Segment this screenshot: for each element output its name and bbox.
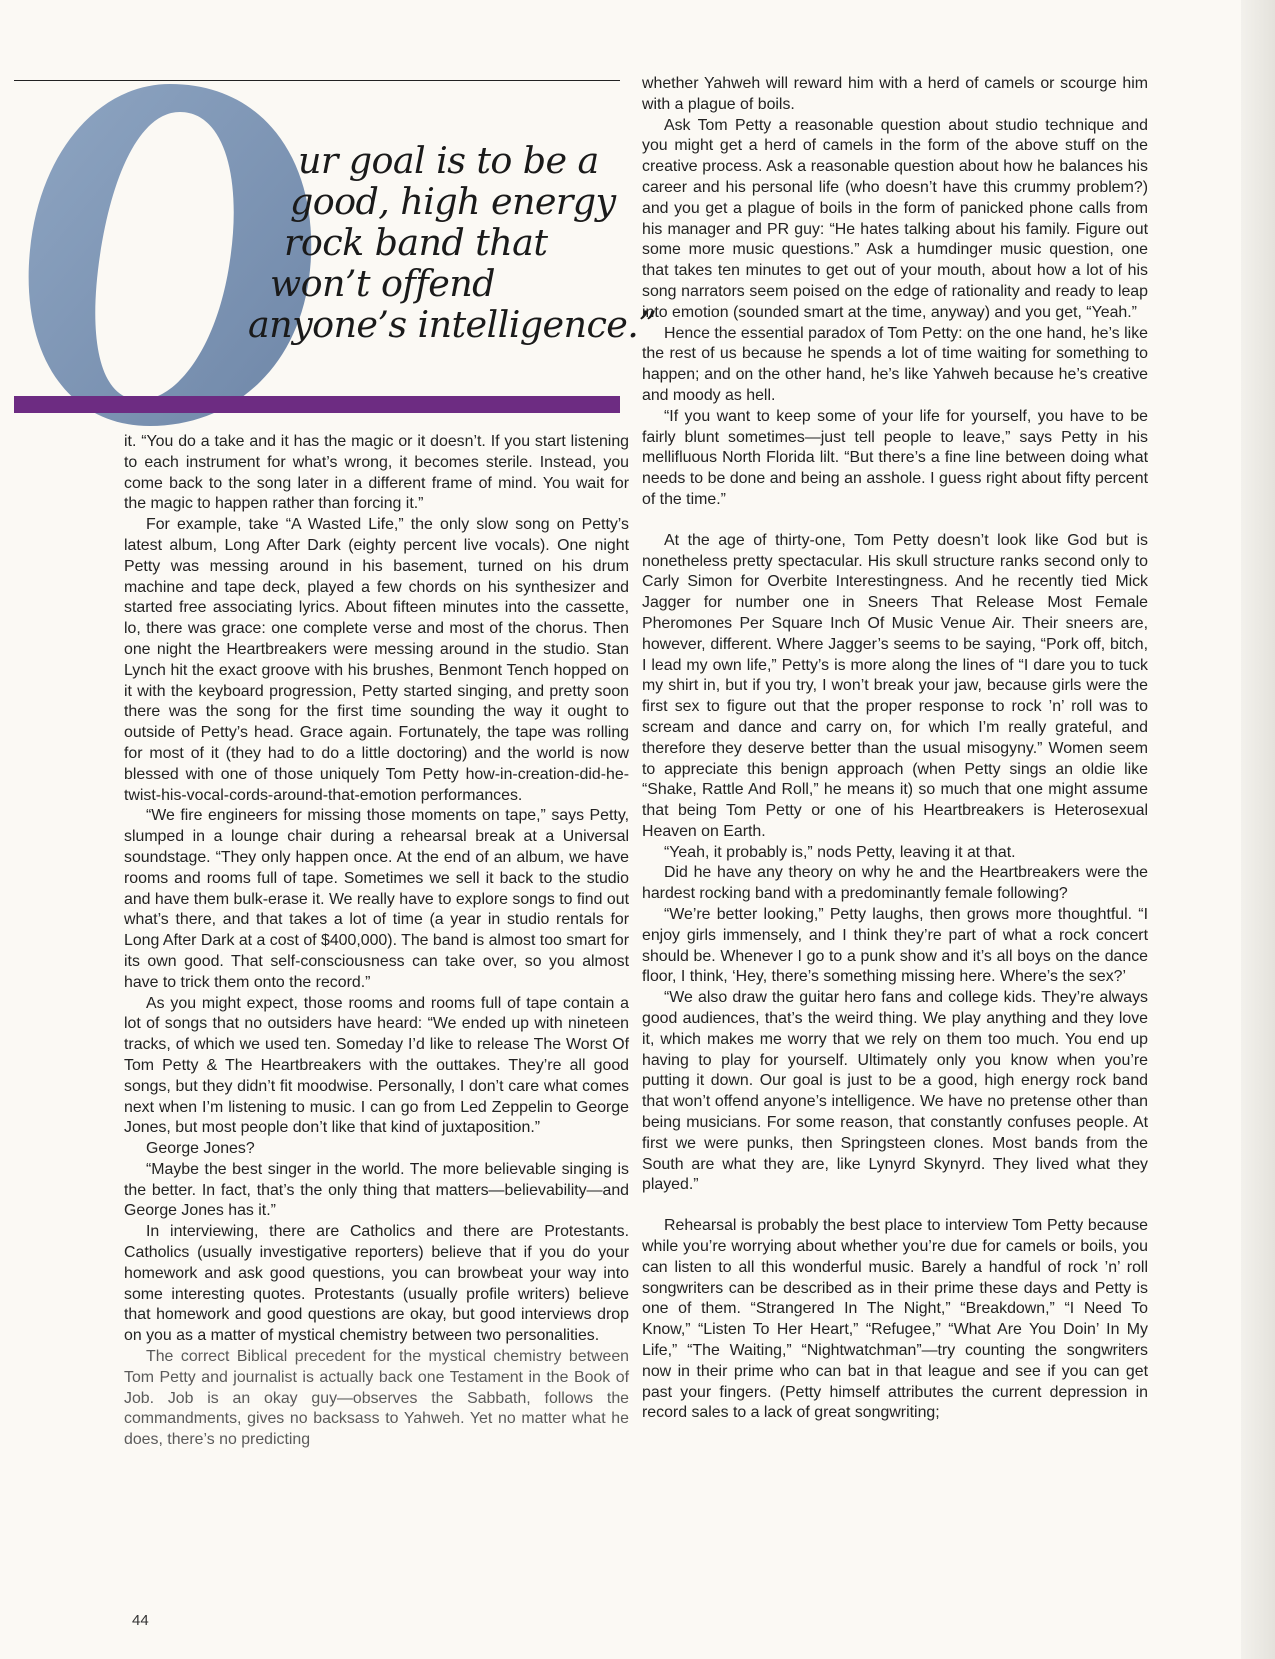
pull-quote-line: rock band that xyxy=(284,221,548,264)
article-paragraph: The correct Biblical precedent for the mystical chemistry between Tom Petty and journalist is actually back one Testament in the Book of Job. Job is an okay guy—observes the Sabbath, follows the commandments, gives no backsass to Yahweh. Yet no matter what he does, there’s no predicting xyxy=(124,1348,629,1449)
article-column-left xyxy=(124,432,629,1451)
article-paragraph: Did he have any theory on why he and the Heartbreakers were the hardest rocking band with a predominantly female following? xyxy=(642,864,1148,903)
article-paragraph: In interviewing, there are Catholics and there are Protestants. Catholics (usually investigative reporters) believe that if you do your homework and ask good questions, you can browbeat your way into some interesting quotes. Protestants (usually profile writers) believe that homework and good questions are okay, but good interviews drop on you as a matter of mystical chemistry between two personalities. xyxy=(124,1223,629,1345)
article-paragraph: “We fire engineers for missing those moments on tape,” says Petty, slumped in a lounge chair during a rehearsal break at a Universal soundstage. “They only happen once. At the end of an album, we have rooms and rooms full of tape. Sometimes we sell it back to the studio and have them bulk-erase it. We really have to explore songs to find out what’s there, and that takes a lot of time (a year in studio rentals for Long After Dark at a cost of $400,000). The band is almost too smart for its own good. That self-consciousness can take over, so you almost have to trick them onto the record.” xyxy=(124,807,629,991)
page-edge xyxy=(1241,0,1275,1659)
article-paragraph: George Jones? xyxy=(146,1140,255,1158)
article-paragraph: As you might expect, those rooms and rooms full of tape contain a lot of songs that no outsiders have heard: “We ended up with nineteen tracks, of which we used ten. Someday I’d like to release The Worst Of Tom Petty & The Heartbreakers with the outtakes. They’re all good songs, but they didn’t fit moodwise. Personally, I don’t care what comes next when I’m listening to music. I can go from Led Zeppelin to George Jones, but most people don’t like that kind of juxtaposition.” xyxy=(124,994,629,1137)
pull-quote xyxy=(248,139,657,346)
pull-quote-line: good, high energy xyxy=(290,180,616,223)
article-paragraph: whether Yahweh will reward him with a herd of camels or scourge him with a plague of boils. xyxy=(642,75,1148,113)
pull-quote-line: won’t offend xyxy=(270,262,495,305)
article-paragraph: “Maybe the best singer in the world. The more believable singing is the better. In fact, that’s the only thing that matters—believability—and George Jones has it.” xyxy=(124,1160,629,1220)
article-paragraph: Hence the essential paradox of Tom Petty: on the one hand, he’s like the rest of us because he spends a lot of time waiting for something to happen; and on the other hand, he’s like Yahweh because he’s creative and moody as hell. xyxy=(642,324,1148,404)
article-paragraph: At the age of thirty-one, Tom Petty doesn’t look like God but is nonetheless pretty spectacular. His skull structure ranks second only to Carly Simon for Overbite Interestingness. And he recently tied Mick Jagger for number one in Sneers That Release Most Female Pheromones Per Square Inch Of Music Venue Air. Their sneers are, however, different. Where Jagger’s seems to be saying, “Pork off, bitch, I lead my own life,” Petty’s is more along the lines of “I dare you to tuck my shirt in, but if you try, I won’t break your jaw, because girls were the first sex to figure out that the proper response to rock ’n’ roll was to scream and dance and carry on, for which I’m really grateful, and therefore they deserve better than the usual misogyny.” Women seem to appreciate this benign approach (when Petty sings an oldie like “Shake, Rattle And Roll,” he means it) so much that one might assume that being Tom Petty or one of his Heartbreakers is Heterosexual Heaven on Earth. xyxy=(642,531,1148,840)
article-paragraph: “If you want to keep some of your life for yourself, you have to be fairly blunt sometimes—just tell people to leave,” says Petty in his mellifluous North Florida lilt. “But there’s a fine line between doing what needs to be done and being an asshole. I guess right about fifty percent of the time.” xyxy=(642,407,1148,508)
article-paragraph: it. “You do a take and it has the magic or it doesn’t. If you start listening to each instrument for what’s wrong, it becomes sterile. Instead, you come back to the song later in a different frame of mind. You wait for the magic to happen rather than forcing it.” xyxy=(124,433,629,513)
page-number: 44 xyxy=(132,1612,149,1629)
article-paragraph: For example, take “A Wasted Life,” the only slow song on Petty’s latest album, Long After Dark (eighty percent live vocals). One night Petty was messing around in his basement, turned on his drum machine and tape deck, played a few chords on his synthesizer and started free associating lyrics. About fifteen minutes into the cassette, lo, there was grace: one complete verse and most of the chorus. Then one night the Heartbreakers were messing around in the studio. Stan Lynch hit the exact groove with his brushes, Benmont Tench hopped on it with the keyboard progression, Petty started singing, and pretty soon there was the song for the first time sounding the way it ought to outside of Petty’s head. Grace again. Fortunately, the tape was rolling for most of it (they had to do a little doctoring) and the world is now blessed with one of those uniquely Tom Petty how-in-creation-did-he-twist-his-vocal-cords-around-that-emotion performances. xyxy=(124,516,629,804)
article-paragraph: “We’re better looking,” Petty laughs, then grows more thoughtful. “I enjoy girls immensely, and I think they’re part of what a rock concert should be. Whenever I go to a punk show and it’s all boys on the dance floor, I think, ‘Hey, there’s something missing here. Where’s the sex?’ xyxy=(642,906,1148,986)
article-paragraph: Ask Tom Petty a reasonable question about studio technique and you might get a herd of camels in the form of the above stuff on the creative process. Ask a reasonable question about how he balances his career and his personal life (who doesn’t have this crummy problem?) and you get a plague of boils in the form of panicked phone calls from his manager and PR guy: “He hates talking about his family. Figure out some more music questions.” Ask a humdinger music question, one that takes ten minutes to get out of your mouth, about how a lot of his song narrators seem poised on the edge of rationality and ready to leap into emotion (sounded smart at the time, anyway) and you get, “Yeah.” xyxy=(642,116,1148,321)
article-paragraph: “We also draw the guitar hero fans and college kids. They’re always good audiences, that’s the weird thing. We play anything and they love it, which makes me worry that we rely on them too much. You end up having to play for yourself. Ultimately only you know when you’re putting it down. Our goal is just to be a good, high energy rock band that won’t offend anyone’s intelligence. We have no pretense other than being musicians. For some reason, that constantly confuses people. At first we were punks, then Springsteen clones. Most bands from the South are what they are, like Lynyrd Skynyrd. They lived what they played.” xyxy=(642,989,1148,1194)
article-paragraph: “Yeah, it probably is,” nods Petty, leaving it at that. xyxy=(664,843,1016,861)
pull-quote-bar xyxy=(14,396,620,413)
article-paragraph: Rehearsal is probably the best place to interview Tom Petty because while you’re worrying about whether you’re due for camels or boils, you can listen to all this wonderful music. Barely a handful of rock ’n’ roll songwriters can be described as in their prime these days and Petty is one of them. “Strangered In The Night,” “Breakdown,” “I Need To Know,” “Listen To Her Heart,” “Refugee,” “What Are You Doin’ In My Life,” “The Waiting,” “Nightwatchman”—try counting the songwriters now in their prime who can bat in that league and see if you can get past your fingers. (Petty himself attributes the current depression in record sales to a lack of great songwriting; xyxy=(642,1217,1148,1422)
article-column-right xyxy=(642,74,1148,1424)
pull-quote-line: ur goal is to be a xyxy=(298,139,599,182)
pull-quote-line: anyone’s intelligence.” xyxy=(248,303,657,346)
